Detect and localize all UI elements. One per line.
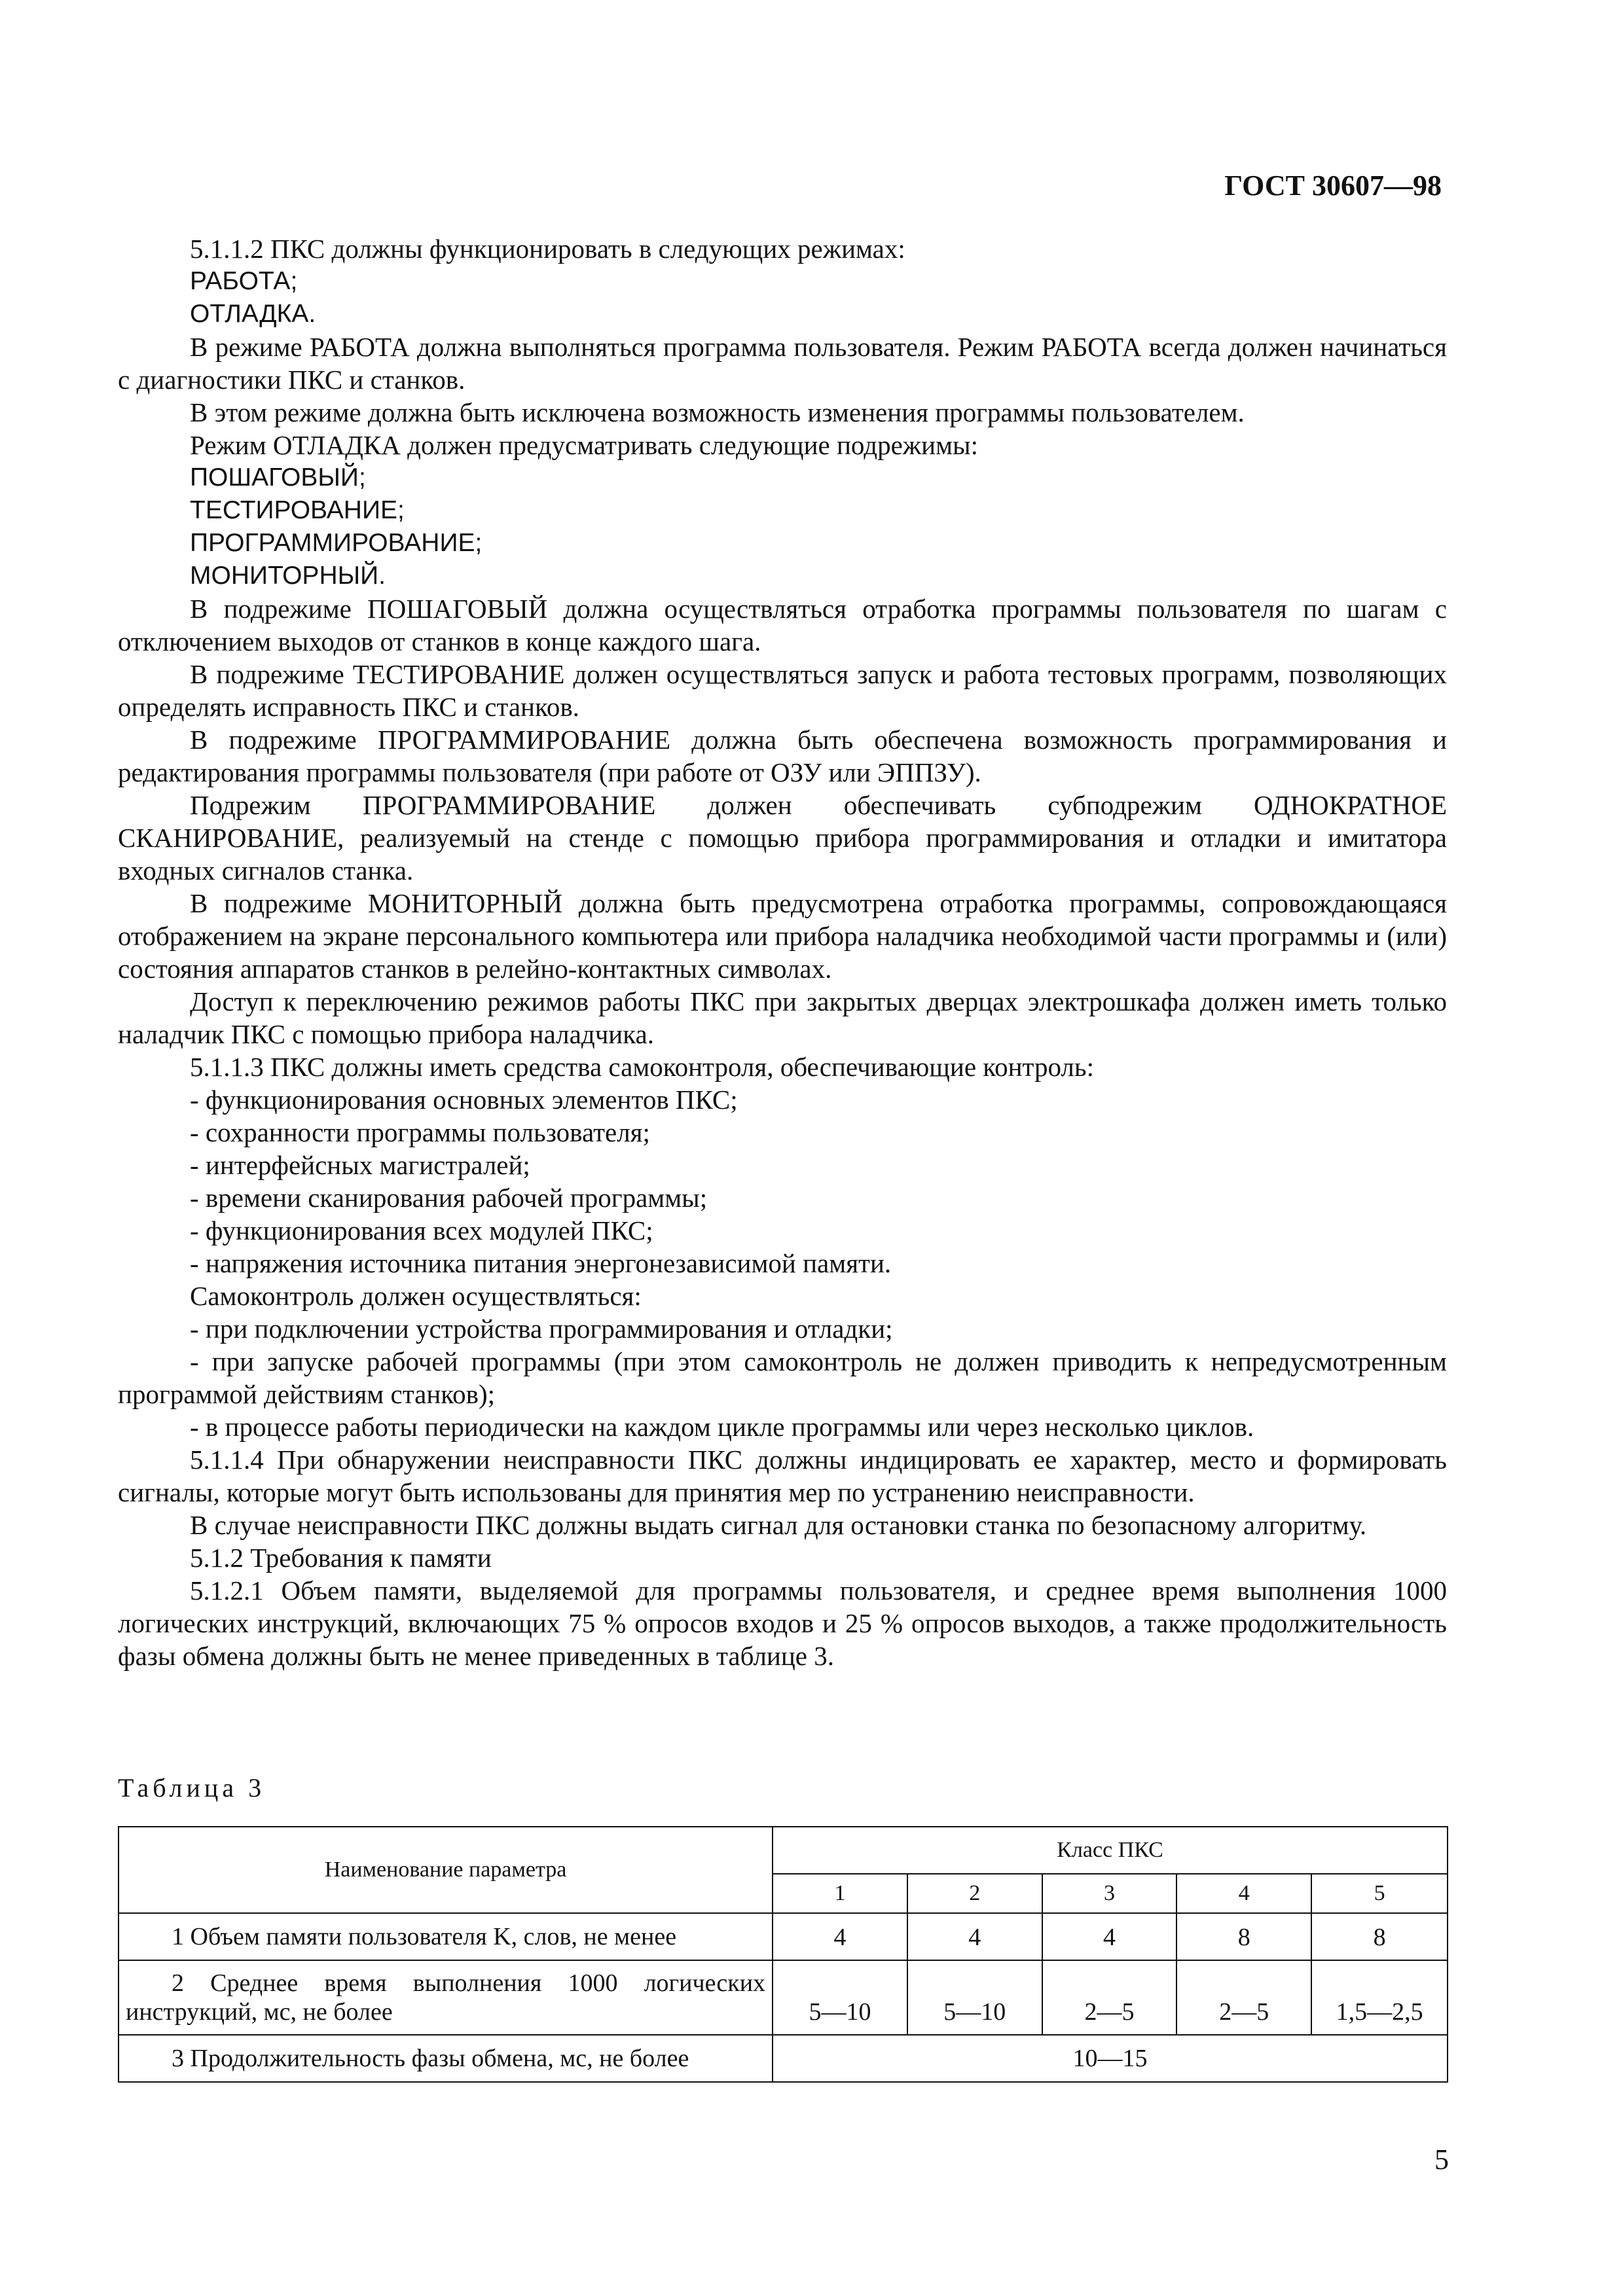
paragraph: 5.1.2.1 Объем памяти, выделяемой для программы пользователя, и среднее время выполнения 1000 логических инструкций, включающих 75 % опросов входов и 25 % опросов выходов, а также продолжительность фазы обмена должны быть не менее приведенных в таблице 3. [118,1575,1447,1671]
submode-item: ПОШАГОВЫЙ; [190,463,366,492]
section-heading: 5.1.2 Требования к памяти [190,1543,492,1573]
class-number: 1 [773,1874,907,1913]
table-row [119,1913,1448,1960]
list-item: - времени сканирования рабочей программы; [190,1183,708,1213]
paragraph: В режиме РАБОТА должна выполняться программа пользователя. Режим РАБОТА всегда должен начинаться с диагностики ПКС и станков. [118,332,1447,395]
list-item: - при запуске рабочей программы (при этом самоконтроль не должен приводить к непредусмотренным программой действиям станков); [118,1346,1447,1409]
param-header: Наименование параметра [119,1827,773,1913]
list-item: - сохранности программы пользователя; [190,1117,650,1147]
standard-code: ГОСТ 30607—98 [1224,170,1442,202]
paragraph: Подрежим ПРОГРАММИРОВАНИЕ должен обеспечивать субподрежим ОДНОКРАТНОЕ СКАНИРОВАНИЕ, реализуемый на стенде с помощью прибора программирования и отладки и имитатора входных сигналов станка. [118,790,1447,886]
param-label [119,1913,773,1960]
class-number: 3 [1042,1874,1177,1913]
paragraph: Доступ к переключению режимов работы ПКС при закрытых дверцах электрошкафа должен иметь только наладчик ПКС с помощью прибора наладчика. [118,986,1447,1049]
parameters-table [118,1826,1448,2083]
paragraph: В подрежиме ПРОГРАММИРОВАНИЕ должна быть обеспечена возможность программирования и редактирования программы пользователя (при работе от ОЗУ или ЭППЗУ). [118,725,1447,787]
paragraph: 5.1.1.2 ПКС должны функционировать в следующих режимах: [190,234,905,264]
class-number: 4 [1176,1874,1311,1913]
table-cell: 5—10 [773,1960,907,2035]
list-item: - интерфейсных магистралей; [190,1150,530,1180]
table-row [119,2035,1448,2082]
paragraph: В подрежиме ТЕСТИРОВАНИЕ должен осуществляться запуск и работа тестовых программ, позволяющих определять исправность ПКС и станков. [118,659,1447,722]
table-cell: 10—15 [773,2035,1448,2082]
submode-item: МОНИТОРНЫЙ. [190,562,386,590]
table-cell: 5—10 [907,1960,1042,2035]
paragraph: Самоконтроль должен осуществляться: [190,1281,642,1311]
param-label [119,2035,773,2082]
list-item: - напряжения источника питания энергонезависимой памяти. [190,1248,892,1278]
mode-item: ОТЛАДКА. [190,300,316,328]
paragraph: В случае неисправности ПКС должны выдать сигнал для остановки станка по безопасному алгоритму. [190,1510,1367,1540]
list-item: - в процессе работы периодически на каждом цикле программы или через несколько циклов. [190,1412,1254,1442]
paragraph: 5.1.1.3 ПКС должны иметь средства самоконтроля, обеспечивающие контроль: [190,1052,1094,1082]
paragraph: Режим ОТЛАДКА должен предусматривать следующие подрежимы: [190,430,978,460]
param-label-text: 1 Объем памяти пользователя K, слов, не менее [172,1923,677,1950]
param-label-text: 3 Продолжительность фазы обмена, мс, не более [172,2045,689,2072]
list-item: - функционирования основных элементов ПКС; [190,1085,738,1115]
param-label-text: 2 Среднее время выполнения 1000 логических инструкций, мс, не более [126,1969,766,2026]
list-item: - функционирования всех модулей ПКС; [190,1215,653,1246]
submode-item: ТЕСТИРОВАНИЕ; [190,496,405,524]
paragraph: В этом режиме должна быть исключена возможность изменения программы пользователем. [190,397,1245,427]
class-number: 2 [907,1874,1042,1913]
table-cell: 2—5 [1042,1960,1177,2035]
table-row [119,1960,1448,2035]
table-cell: 4 [773,1913,907,1960]
submode-item: ПРОГРАММИРОВАНИЕ; [190,529,483,557]
list-item: - при подключении устройства программирования и отладки; [190,1314,893,1344]
paragraph: 5.1.1.4 При обнаружении неисправности ПКС должны индицировать ее характер, место и формировать сигналы, которые могут быть использованы для принятия мер по устранению неисправности. [118,1444,1447,1507]
body-text [118,232,1447,1672]
table-cell: 2—5 [1176,1960,1311,2035]
table-cell: 4 [907,1913,1042,1960]
param-label [119,1960,773,2035]
mode-item: РАБОТА; [190,267,298,295]
table-cell: 8 [1176,1913,1311,1960]
table-cell: 8 [1311,1913,1448,1960]
class-header: Класс ПКС [773,1827,1448,1874]
page-number: 5 [1434,2144,1449,2176]
table-cell: 1,5—2,5 [1311,1960,1448,2035]
table-caption: Таблица 3 [118,1773,266,1803]
table-cell: 4 [1042,1913,1177,1960]
paragraph: В подрежиме МОНИТОРНЫЙ должна быть предусмотрена отработка программы, сопровождающаяся отображением на экране персонального компьютера или прибора наладчика необходимой части программы и (или) состояния аппаратов станков в релейно-контактных символах. [118,888,1447,984]
paragraph: В подрежиме ПОШАГОВЫЙ должна осуществляться отработка программы пользователя по шагам с отключением выходов от станков в конце каждого шага. [118,594,1447,656]
class-number: 5 [1311,1874,1448,1913]
